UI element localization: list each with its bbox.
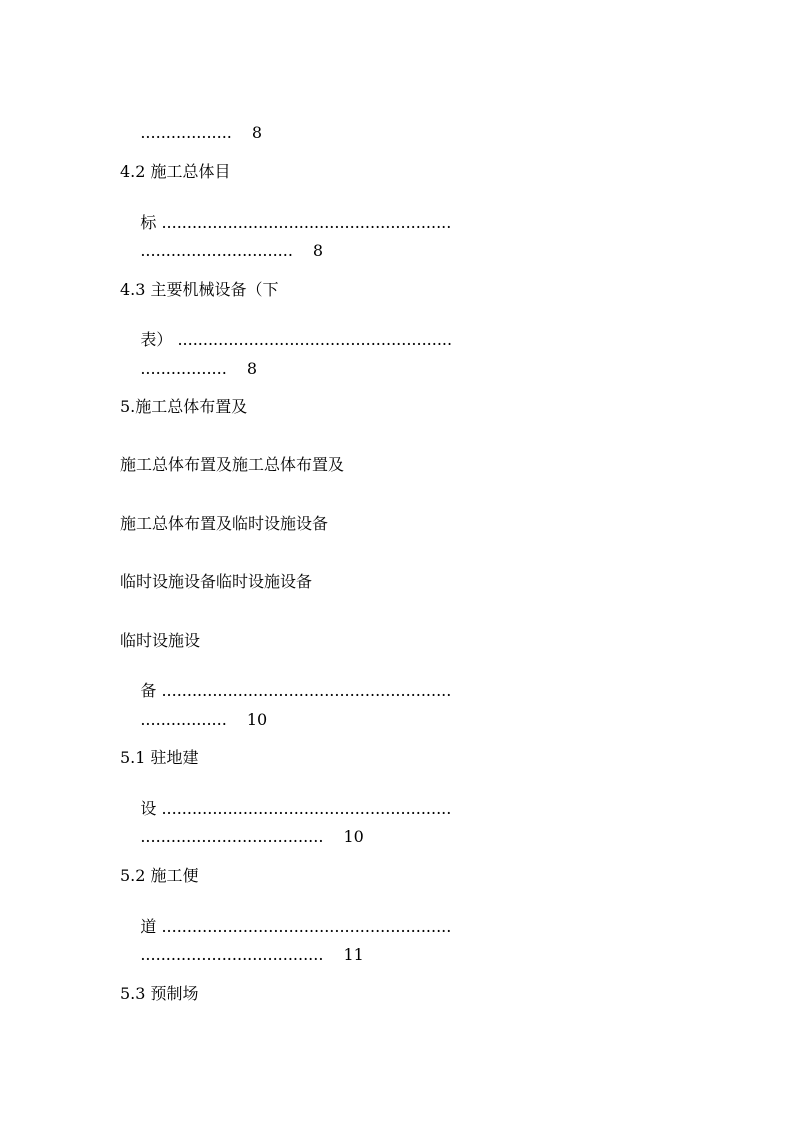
dot-leader: .................. xyxy=(140,123,232,142)
dot-leader: ......................................................... xyxy=(161,799,452,818)
toc-entry-title: 施工总体布置及施工总体布置及 xyxy=(120,455,345,474)
toc-entry-title: 备 xyxy=(140,681,157,700)
page-number: 8 xyxy=(246,359,257,378)
page-number: 10 xyxy=(343,827,364,846)
dot-leader: ................. xyxy=(140,710,227,729)
toc-entry-title: 设 xyxy=(140,799,157,818)
page-number: 8 xyxy=(251,123,263,142)
dot-leader: .............................. xyxy=(140,241,293,260)
toc-entry-title: 标 xyxy=(140,213,157,232)
toc-entry-title: 施工总体布置及临时设施设备 xyxy=(120,514,329,533)
dot-leader: ......................................................... xyxy=(161,681,452,700)
page-number: 8 xyxy=(312,241,324,260)
toc-leader-line xyxy=(120,103,262,163)
toc-leader-line xyxy=(120,807,364,867)
dot-leader: ................. xyxy=(140,359,227,378)
toc-leader-line xyxy=(120,221,323,281)
dot-leader: .................................... xyxy=(140,945,324,964)
toc-entry-title: 5.3 预制场 xyxy=(120,984,199,1003)
toc-leader-line xyxy=(120,339,257,399)
toc-entry-title: 表） xyxy=(140,330,173,349)
toc-entry-title: 5.1 驻地建 xyxy=(120,748,199,767)
toc-entry-title: 临时设施设备临时设施设备 xyxy=(120,572,313,591)
dot-leader: ...................................................... xyxy=(177,330,453,349)
toc-entry-title: 5.施工总体布置及 xyxy=(120,397,248,416)
dot-leader: ......................................................... xyxy=(161,213,452,232)
toc-entry-title: 临时设施设 xyxy=(120,631,201,650)
toc-leader-line xyxy=(120,690,267,750)
toc-leader-line xyxy=(120,925,364,985)
dot-leader: .................................... xyxy=(140,827,324,846)
toc-entry-title: 道 xyxy=(140,917,157,936)
dot-leader: ......................................................... xyxy=(161,917,452,936)
toc-entry-title: 4.2 施工总体目 xyxy=(120,162,231,181)
page-number: 10 xyxy=(246,710,268,729)
toc-entry-title: 5.2 施工便 xyxy=(120,866,199,885)
toc-entry-title: 4.3 主要机械设备（下 xyxy=(120,280,279,299)
page-number: 11 xyxy=(343,945,364,964)
